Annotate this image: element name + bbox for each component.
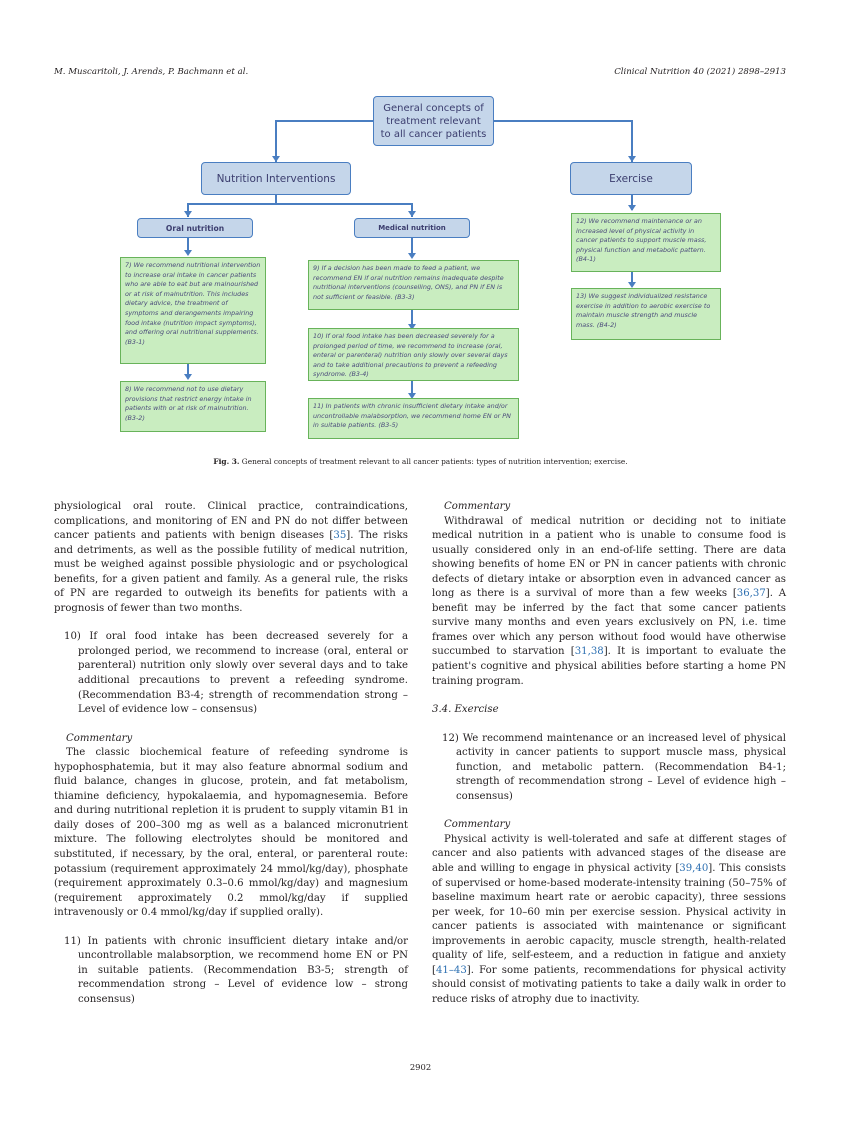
recommendation-11: 11) In patients with chronic insufficient dietary intake and/or uncontrollable malabsorption, we recommend home EN or PN in suitable patients. (Recommendation B3-5; strength of recommendation strong – Level of evidence low – strong consensus) bbox=[64, 935, 408, 1005]
recommendation-10: 10) If oral food intake has been decreased severely for a prolonged period, we recommend to increase (oral, enteral or parenteral) nutrition only slowly over several days and to take additional precautions to prevent a refeeding syndrome. (Recommendation B3-4; strength of recommendation strong – Level of evidence low – consensus) bbox=[64, 631, 408, 716]
nutrition-interventions-box: Nutrition Interventions bbox=[201, 162, 351, 195]
recommendation-12-box: 12) We recommend maintenance or an increased level of physical activity in cancer patients to support muscle mass, physical function and metabolic pattern. (B4-1) bbox=[571, 213, 721, 272]
medical-nutrition-box: Medical nutrition bbox=[354, 218, 470, 238]
connector bbox=[493, 120, 632, 122]
recommendation-9-box: 9) If a decision has been made to feed a patient, we recommend EN if oral nutrition remains inadequate despite nutritional interventions (counselling, ONS), and PN if EN is not sufficient or feasible. (B3-3) bbox=[308, 260, 519, 310]
recommendation-10-box: 10) If oral food intake has been decreased severely for a prolonged period of time, we recommend to increase (oral, enteral or parenteral) nutrition only slowly over several days and to take additional precautions to prevent a refeeding syndrome. (B3-4) bbox=[308, 328, 519, 381]
section-heading: 3.4. Exercise bbox=[432, 704, 499, 716]
citation-link[interactable]: 36,37 bbox=[736, 588, 766, 600]
citation-link[interactable]: 31,38 bbox=[574, 646, 604, 658]
commentary-heading: Commentary bbox=[444, 501, 511, 512]
recommendation-7-box: 7) We recommend nutritional intervention to increase oral intake in cancer patients who are able to eat but are malnourished or at risk of malnutrition. This includes dietary advice, the treatment of symptoms and derangements impairing food intake (nutrition impact symptoms), and offering oral nutritional supplements. (B3-1) bbox=[120, 257, 266, 364]
connector bbox=[411, 238, 413, 254]
arrow-icon bbox=[408, 253, 416, 259]
arrow-icon bbox=[628, 205, 636, 211]
arrow-icon bbox=[184, 250, 192, 256]
oral-nutrition-box: Oral nutrition bbox=[137, 218, 253, 238]
commentary-heading: Commentary bbox=[66, 732, 133, 744]
figure-caption bbox=[0, 457, 841, 466]
right-column bbox=[432, 500, 786, 1008]
connector bbox=[187, 203, 413, 205]
figure-3-diagram bbox=[0, 0, 841, 470]
paragraph: The classic biochemical feature of refeeding syndrome is hypophosphatemia, but it may also feature abnormal sodium and fluid balance, changes in glucose, protein, and fat metabolism, thiamine deficiency, hypokalaemia, and hypomagnesemia. Before and during nutritional repletion it is prudent to supply vitamin B1 in daily doses of 200–300 mg as well as a balanced micronutrient mixture. The following electrolytes should be monitored and substituted, if necessary, by the oral, enteral, or parenteral route: potassium (requirement approximately 24 mmol/kg/day), phosphate (requirement approximately 0.3–0.6 mmol/kg/day) and magnesium (requirement approximately 0.2 mmol/kg/day if supplied intravenously or 0.4 mmol/kg/day if supplied orally). bbox=[54, 747, 408, 919]
commentary-heading: Commentary bbox=[444, 819, 511, 831]
caption-text: General concepts of treatment relevant to all cancer patients: types of nutrition intervention; exercise. bbox=[241, 457, 628, 466]
paragraph: physiological oral route. Clinical practice, contraindications, complications, and monitoring of EN and PN do not differ between cancer patients and patients with benign diseases [35]. The risks and detriments, as well as the possible futility of medical nutrition, must be weighed against possible physiologic and or psychological benefits, for a given patient and family. As a general rule, the risks of PN are regarded to outweigh its benefits for patients with a prognosis of fewer than two months. bbox=[54, 501, 408, 614]
running-header-journal: Clinical Nutrition 40 (2021) 2898–2913 bbox=[614, 67, 786, 77]
exercise-box: Exercise bbox=[570, 162, 692, 195]
connector bbox=[275, 120, 374, 122]
arrow-icon bbox=[408, 211, 416, 217]
recommendation-11-box: 11) In patients with chronic insufficient dietary intake and/or uncontrollable malabsorption, we recommend home EN or PN in suitable patients. (B3-5) bbox=[308, 398, 519, 439]
caption-label: Fig. 3. bbox=[213, 457, 240, 466]
running-header-authors: M. Muscaritoli, J. Arends, P. Bachmann et al. bbox=[54, 67, 249, 77]
citation-link[interactable]: 35 bbox=[333, 530, 347, 542]
citation-link[interactable]: 39,40 bbox=[679, 863, 709, 875]
recommendation-12: 12) We recommend maintenance or an increased level of physical activity in cancer patients to support muscle mass, physical function, and metabolic pattern. (Recommendation B4-1; strength of recommendation strong – Level of evidence high – consensus) bbox=[442, 732, 786, 802]
left-column bbox=[54, 500, 408, 1008]
recommendation-13-box: 13) We suggest individualized resistance exercise in addition to aerobic exercise to maintain muscle strength and muscle mass. (B4-2) bbox=[571, 288, 721, 340]
root-concept-box: General concepts of treatment relevant to all cancer patients bbox=[373, 96, 494, 146]
paragraph: Withdrawal of medical nutrition or deciding not to initiate medical nutrition in a patient who is unable to consume food is usually considered only in an end-of-life setting. There are data showing benefits of home EN or PN in cancer patients with chronic defects of dietary intake or absorption even in advanced cancer as long as there is a survival of more than a few weeks [36,37]. A benefit may be inferred by the fact that some cancer patients survive many months and even years exclusively on PN, i.e. time frames over which any person without food would have otherwise succumbed to starvation [31,38]. It is important to evaluate the patient's cognitive and physical abilities before starting a home PN training program. bbox=[432, 515, 787, 687]
arrow-icon bbox=[184, 374, 192, 380]
recommendation-8-box: 8) We recommend not to use dietary provisions that restrict energy intake in patients with or at risk of malnutrition. (B3-2) bbox=[120, 381, 266, 432]
page-number: 2902 bbox=[409, 1062, 432, 1072]
paragraph: Physical activity is well-tolerated and safe at different stages of cancer and also patients with advanced stages of the disease are able and willing to engage in physical activity [39,40]. This consists of supervised or home-based moderate-intensity training (50–75% of baseline maximum heart rate or aerobic capacity), three sessions per week, for 10–60 min per exercise session. Physical activity in cancer patients is associated with maintenance or significant improvements in aerobic capacity, muscle strength, health-related quality of life, self-esteem, and a reduction in fatigue and anxiety [41–43]. For some patients, recommendations for physical activity should consist of motivating patients to take a daily walk in order to reduce risks of atrophy due to inactivity. bbox=[432, 833, 786, 1005]
arrow-icon bbox=[184, 211, 192, 217]
citation-link[interactable]: 41–43 bbox=[435, 964, 467, 976]
